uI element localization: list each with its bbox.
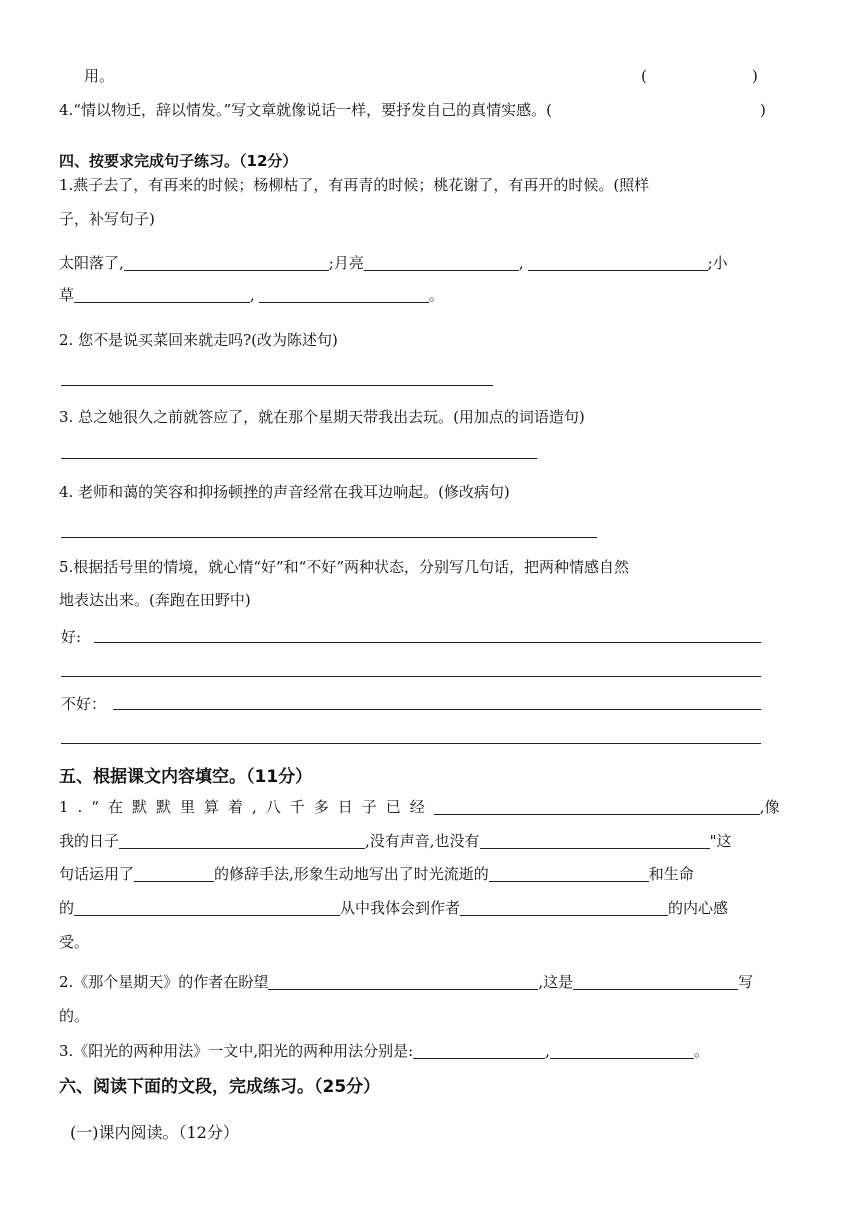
text: "这 (709, 832, 732, 850)
section-6-subtitle: (一)课内阅读。（12分） (70, 1123, 239, 1142)
text: ;月亮 (328, 254, 364, 272)
text: ,像 (759, 798, 780, 816)
answer-line[interactable] (61, 458, 537, 459)
text: ,这是 (538, 973, 574, 991)
s5-q1-line5: 受。 (59, 933, 90, 951)
blank[interactable] (480, 833, 710, 849)
s5-q1-line1 (59, 797, 780, 817)
answer-paren-close: ) (752, 67, 758, 85)
s4-q1-answer-line1 (59, 253, 728, 273)
answer-line[interactable] (61, 537, 597, 538)
text: 。 (428, 286, 444, 304)
s4-q5-line1: 5.根据括号里的情境，就心情“好”和“不好”两种状态，分别写几句话，把两种情感自然 (59, 558, 629, 576)
section-6-title: 六、阅读下面的文段，完成练习。（25分） (59, 1077, 381, 1097)
cont-text: 用。 (84, 67, 115, 85)
text: 。 (693, 1042, 709, 1060)
s5-q1-line3 (59, 864, 694, 884)
good-label: 好: (61, 628, 82, 646)
s4-q5-line2: 地表达出来。(奔跑在田野中) (59, 591, 251, 609)
blank[interactable] (134, 866, 214, 882)
section-4-title: 四、按要求完成句子练习。（12分） (59, 152, 298, 170)
section-5-title: 五、根据课文内容填空。（11分） (59, 767, 313, 787)
blank[interactable] (268, 974, 538, 990)
blank[interactable] (364, 255, 519, 271)
text: 草 (59, 286, 75, 304)
blank[interactable] (550, 1043, 694, 1059)
answer-paren-close: ) (760, 101, 766, 119)
text: 的内心感 (668, 899, 729, 917)
text: 1.“在默默里算着,八千多日子已经 (59, 798, 434, 816)
blank[interactable] (573, 974, 738, 990)
blank[interactable] (74, 287, 250, 303)
s4-q1-line2: 子，补写句子) (59, 210, 155, 228)
text: 和生命 (648, 865, 694, 883)
text: 的 (59, 899, 75, 917)
s5-q1-line4 (59, 898, 728, 918)
s5-q1-line2 (59, 831, 731, 851)
text: 从中我体会到作者 (340, 899, 461, 917)
answer-line-good-2[interactable] (61, 676, 761, 677)
s5-q2-line1 (59, 972, 753, 992)
blank[interactable] (528, 255, 708, 271)
blank[interactable] (124, 255, 329, 271)
answer-line-bad-2[interactable] (61, 743, 761, 744)
text: 的修辞手法,形象生动地写出了时光流逝的 (214, 865, 489, 883)
judge-question-4: 4.“情以物迁，辞以情发。”写文章就像说话一样，要抒发自己的真情实感。( (59, 101, 553, 119)
s4-q1-answer-line2 (59, 285, 444, 305)
blank[interactable] (74, 900, 340, 916)
text: ;小 (707, 254, 728, 272)
text: , (545, 1042, 550, 1060)
s4-q2: 2. 您不是说买菜回来就走吗?(改为陈述句) (59, 331, 338, 349)
blank[interactable] (413, 1043, 545, 1059)
s4-q3: 3. 总之她很久之前就答应了，就在那个星期天带我出去玩。(用加点的词语造句) (59, 408, 585, 426)
answer-line-bad[interactable] (113, 709, 761, 710)
text: 太阳落了, (59, 254, 124, 272)
text: 我的日子 (59, 832, 120, 850)
s4-q1-line1: 1.燕子去了，有再来的时候；杨柳枯了，有再青的时候；桃花谢了，有再开的时候。(照样 (59, 176, 650, 194)
blank[interactable] (460, 900, 668, 916)
s5-q2-line2: 的。 (59, 1007, 90, 1025)
answer-line-good[interactable] (94, 642, 761, 643)
text: 2.《那个星期天》的作者在盼望 (59, 973, 269, 991)
s5-q3 (59, 1041, 709, 1061)
blank[interactable] (434, 799, 760, 815)
text: ,没有声音,也没有 (365, 832, 480, 850)
bad-label: 不好： (61, 695, 107, 713)
answer-line[interactable] (61, 385, 493, 386)
blank[interactable] (119, 833, 365, 849)
text: 写 (738, 973, 754, 991)
blank[interactable] (259, 287, 429, 303)
text: , (518, 254, 524, 272)
answer-paren-open: ( (641, 67, 647, 85)
text: 句话运用了 (59, 865, 135, 883)
blank[interactable] (489, 866, 649, 882)
text: 3.《阳光的两种用法》一文中,阳光的两种用法分别是: (59, 1042, 414, 1060)
s4-q4: 4. 老师和蔼的笑容和抑扬顿挫的声音经常在我耳边响起。(修改病句) (59, 483, 510, 501)
text: , (250, 286, 255, 304)
